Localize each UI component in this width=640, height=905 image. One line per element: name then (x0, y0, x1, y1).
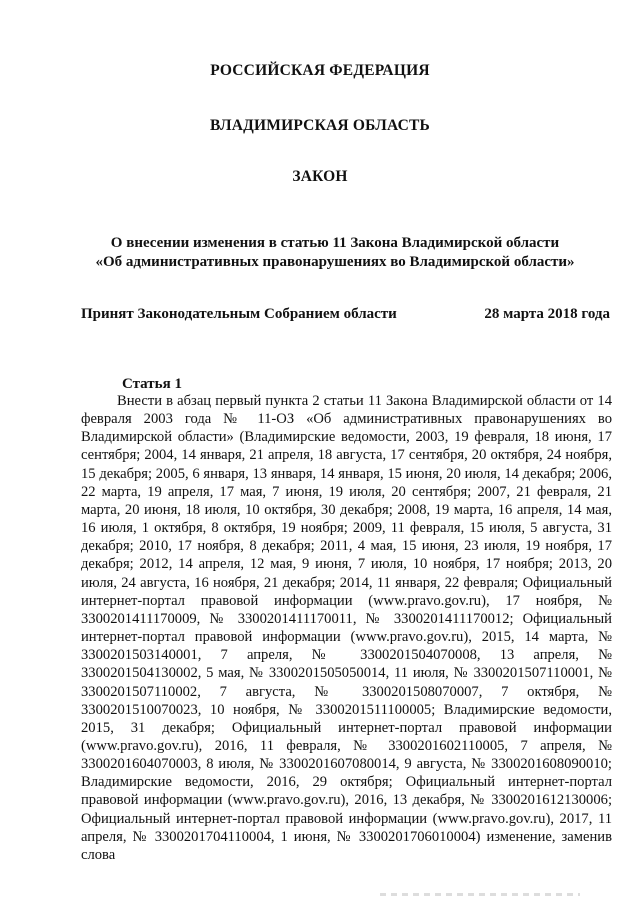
adoption-date: 28 марта 2018 года (484, 306, 610, 322)
law-title (60, 234, 610, 272)
country-heading: РОССИЙСКАЯ ФЕДЕРАЦИЯ (210, 62, 430, 79)
law-title-line-2: «Об административных правонарушениях во Владимирской области» (95, 254, 575, 270)
scan-edge-artifact (380, 893, 580, 896)
article-heading: Статья 1 (122, 376, 182, 392)
article-body-text: Внести в абзац первый пункта 2 статьи 11 Закона Владимирской области от 14 февраля 2003 года № 11-ОЗ «Об административных правонарушениях во Владимирской области» (Владимирские ведомости, 2003, 19 февраля, 18 июня, 17 сентября; 2004, 14 января, 21 апреля, 18 августа, 17 сентября, 20 октября, 24 ноября, 15 декабря; 2005, 6 января, 13 января, 14 января, 15 июня, 20 июля, 14 декабря; 2006, 22 марта, 19 апреля, 17 мая, 7 июня, 19 июля, 20 сентября; 2007, 21 февраля, 21 марта, 20 июня, 18 июля, 10 октября, 30 декабря; 2008, 19 марта, 16 апреля, 14 мая, 16 июля, 1 октября, 8 октября, 19 ноября; 2009, 11 февраля, 15 июля, 5 августа, 31 декабря; 2010, 17 ноября, 8 декабря; 2011, 4 мая, 15 июня, 23 июля, 19 ноября, 17 декабря; 2012, 14 апреля, 12 мая, 9 июня, 7 июля, 10 ноября, 17 ноября; 2013, 20 июля, 24 августа, 16 ноября, 21 декабря; 2014, 11 января, 22 февраля; Официальный интернет-портал правовой информации (www.pravo.gov.ru), 17 ноября, № 3300201411170009, № 3300201411170011, № 3300201411170012; Официальный интернет-портал правовой информации (www.pravo.gov.ru), 2015, 14 марта, № 3300201503140001, 7 апреля, № 3300201504070008, 13 апреля, № 3300201504130002, 5 мая, № 3300201505050014, 11 июля, № 3300201507110001, № 3300201507110002, 7 августа, № 3300201508070007, 7 октября, № 3300201510070023, 10 ноября, № 3300201511100005; Владимирские ведомости, 2015, 31 декабря; Официальный интернет-портал правовой информации (www.pravo.gov.ru), 2016, 11 февраля, № 3300201602110005, 7 апреля, № 3300201604070003, 8 июля, № 3300201607080014, 9 августа, № 3300201608090010; Владимирские ведомости, 2016, 29 октября; Официальный интернет-портал правовой информации (www.pravo.gov.ru), 2016, 13 декабря, № 3300201612130006; Официальный интернет-портал правовой информации (www.pravo.gov.ru), 2017, 11 апреля, № 3300201704110004, 1 июня, № 3300201706010004) изменение, заменив слова (81, 393, 612, 863)
adoption-line (81, 306, 610, 323)
law-title-line-1: О внесении изменения в статью 11 Закона Владимирской области (110, 235, 560, 251)
adopted-by-text: Принят Законодательным Собранием области (81, 306, 397, 322)
region-heading: ВЛАДИМИРСКАЯ ОБЛАСТЬ (210, 117, 430, 134)
document-type-heading: ЗАКОН (292, 168, 348, 185)
